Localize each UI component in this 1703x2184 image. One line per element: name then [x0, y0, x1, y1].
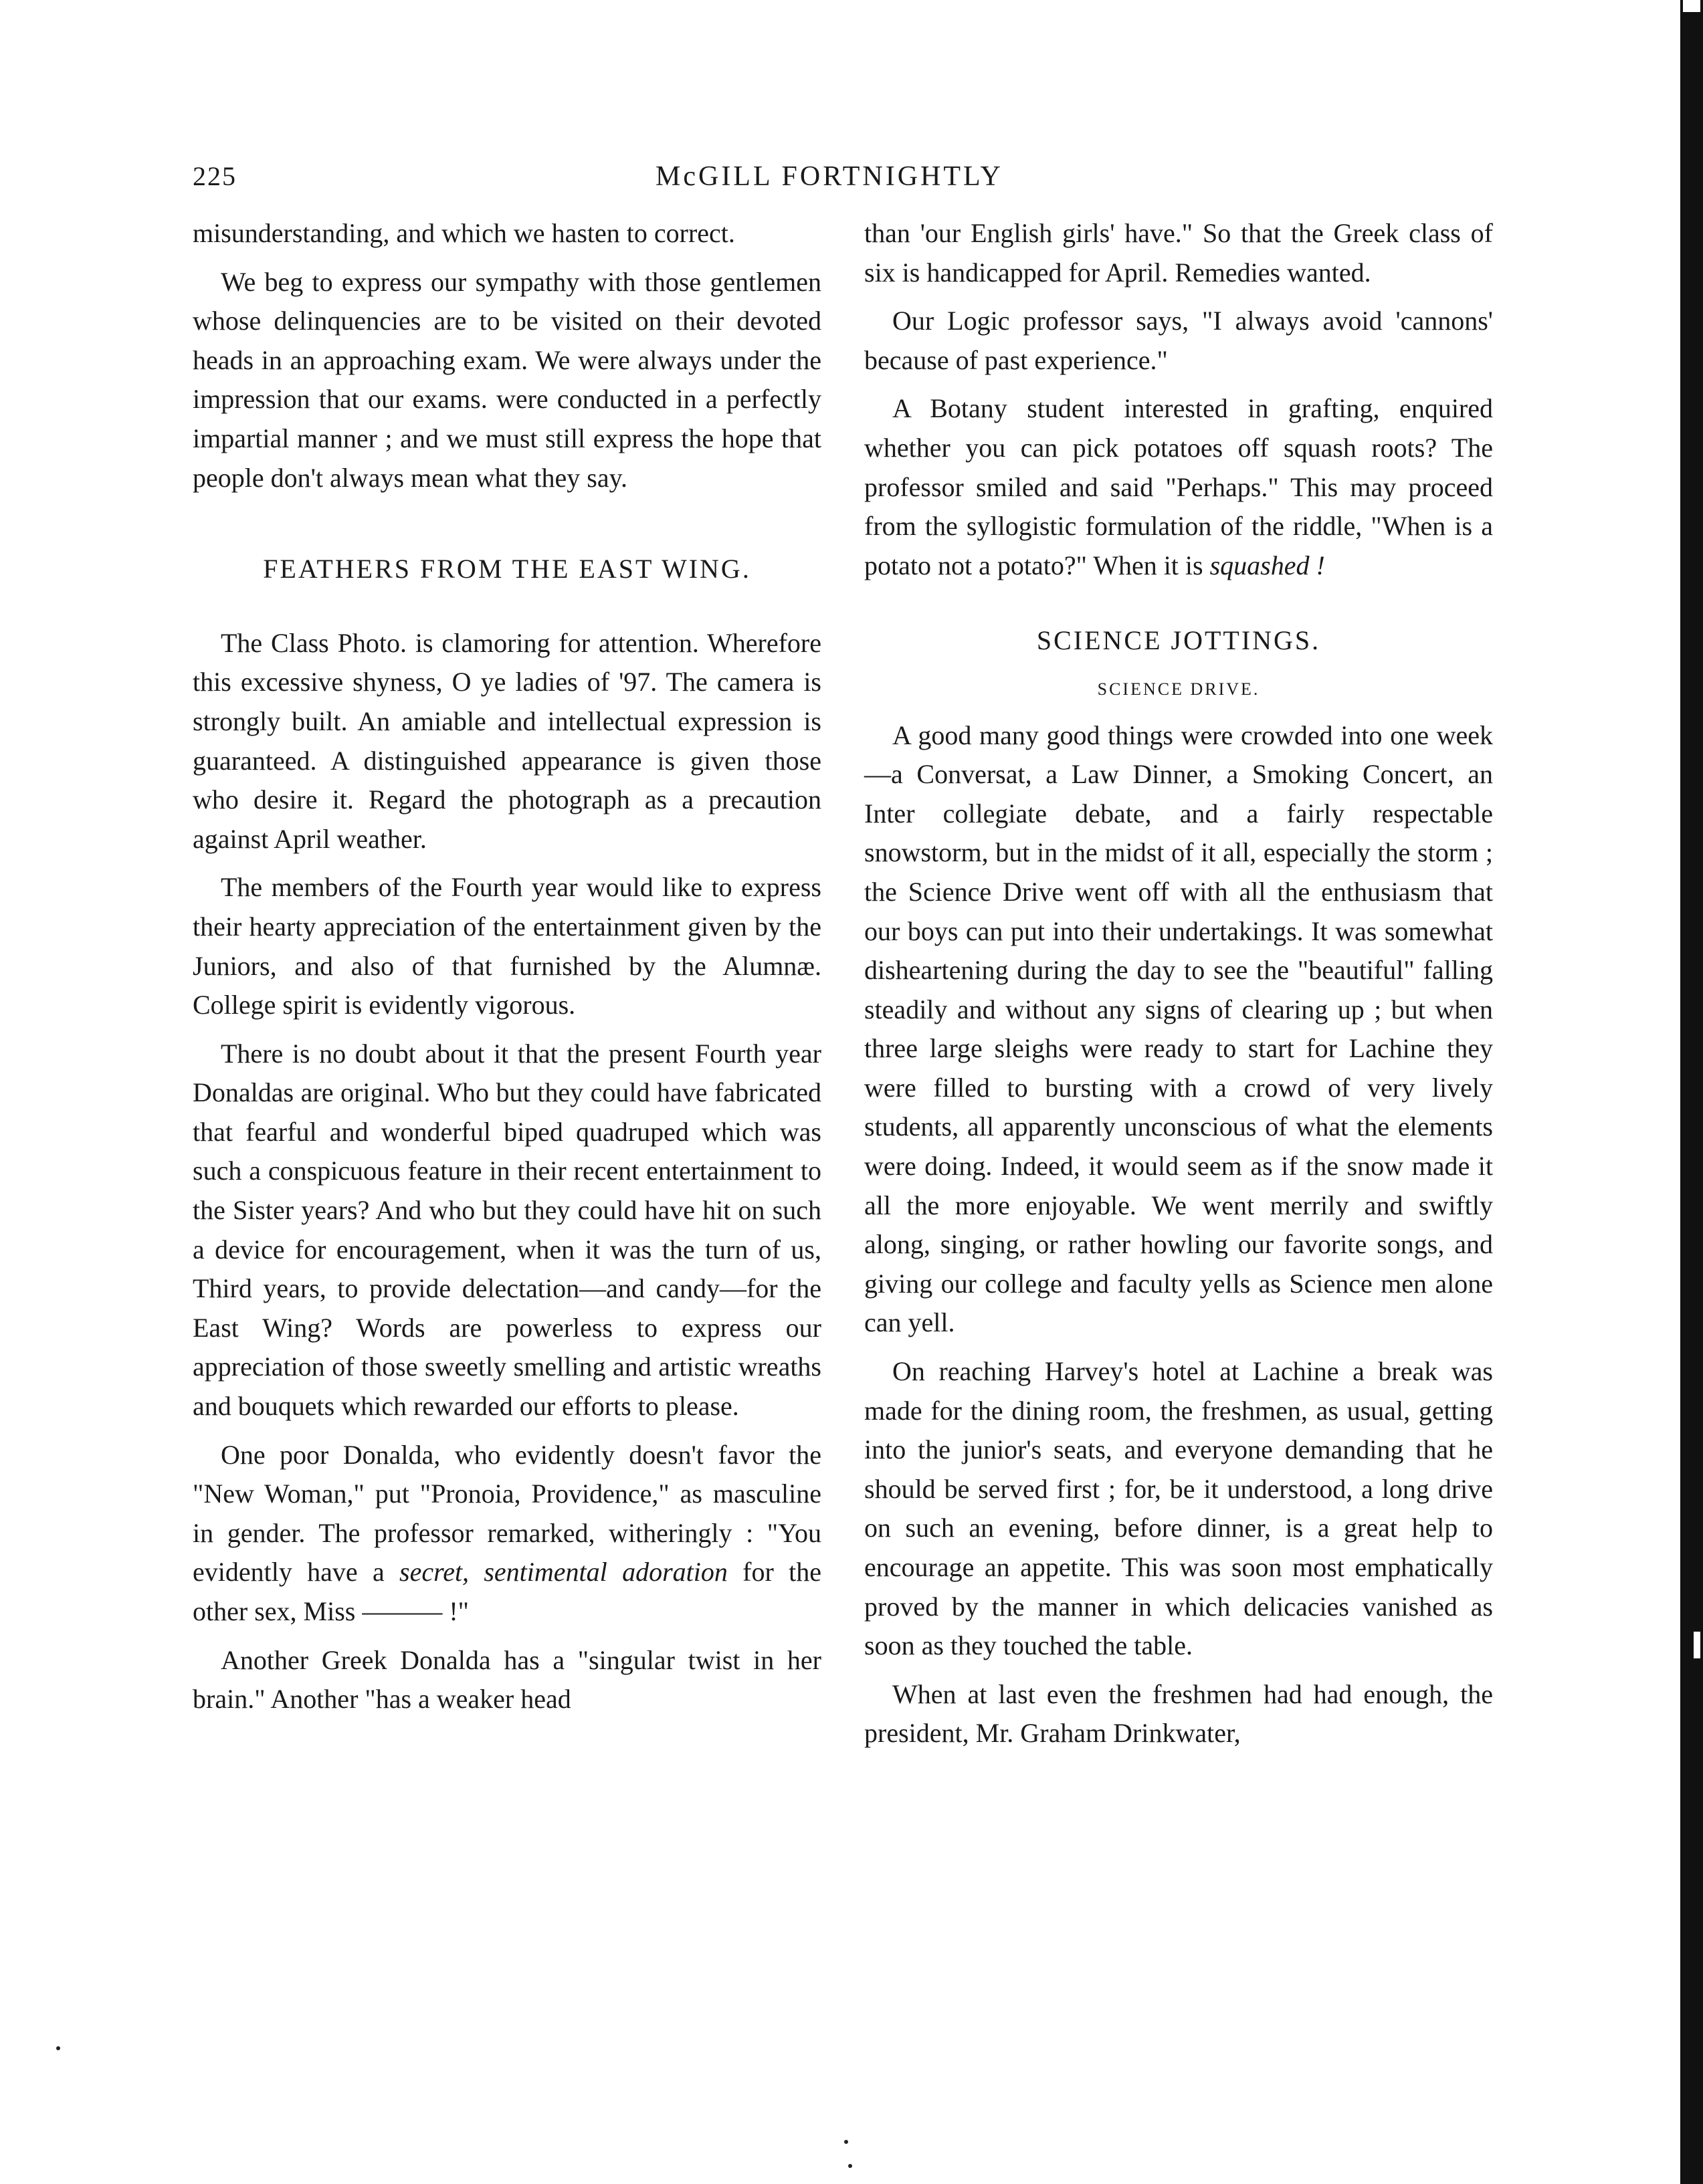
subheading-science-drive: SCIENCE DRIVE.: [1097, 679, 1260, 699]
scan-speck: [56, 2046, 60, 2050]
article-paragraph: We beg to express our sympathy with those gentlemen whose delinquencies are to be visited on their devoted heads in an approaching exam. We were always under the impression that our exams. were conducted in a perfectly impartial manner ; and we must still express the hope that people don't always mean what they say.: [193, 266, 821, 493]
edge-notch: [1694, 1632, 1700, 1658]
paragraph-text: A Botany student interested in grafting, enquired whether you can pick potatoes off squash roots? The professor smiled and said "Perhaps." This may proceed from the syllogistic formulation of the riddle, "When is a potato not a potato?" When it is: [864, 393, 1493, 580]
article-paragraph: Our Logic professor says, "I always avoid 'cannons' because of past experience.": [864, 306, 1493, 375]
edge-notch: [1683, 0, 1700, 12]
journal-title: McGILL FORTNIGHTLY: [656, 161, 1003, 192]
left-column: [193, 214, 821, 1729]
section-heading-east-wing: FEATHERS FROM THE EAST WING.: [263, 554, 751, 584]
scan-speck: [848, 2164, 852, 2168]
article-paragraph: Another Greek Donalda has a "singular twist in her brain." Another "has a weaker head: [193, 1644, 821, 1715]
article-paragraph: A good many good things were crowded into one week—a Conversat, a Law Dinner, a Smoking Concert, an Inter collegiate debate, and a fairly respectable snowstorm, but in the midst of it all, especially the storm ; the Science Drive went off with all the enthusiasm that our boys can put into their undertakings. It was somewhat disheartening during the day to see the "beautiful" falling steadily and without any signs of clearing up ; but when three large sleighs were ready to start for Lachine they were filled to bursting with a crowd of very lively students, all apparently unconscious of what the elements were doing. Indeed, it would seem as if the snow made it all the more enjoyable. We went merrily and swiftly along, singing, or rather howling our favorite songs, and giving our college and faculty yells as Science men alone can yell.: [864, 720, 1493, 1338]
article-paragraph: On reaching Harvey's hotel at Lachine a break was made for the dining room, the freshmen, as usual, getting into the junior's seats, and everyone demanding that he should be served first ; for, be it understood, a long drive on such an evening, before dinner, is a great help to encourage an appetite. This was soon most emphatically proved by the manner in which delicacies vanished as soon as they touched the table.: [864, 1356, 1493, 1661]
italic-phrase: secret, sentimental adoration: [399, 1557, 728, 1588]
paragraph-text: One poor Donalda, who evidently doesn't favor the "New Woman," put "Pronoia, Providence," as masculine in gender. The professor remarked, witheringly : "You evidently have a: [193, 1439, 821, 1588]
right-column: [864, 214, 1493, 1763]
article-paragraph-botany: [864, 389, 1493, 585]
page-edge-shadow: [1680, 0, 1703, 2184]
article-paragraph: than 'our English girls' have." So that the Greek class of six is handicapped for April. Remedies wanted.: [864, 218, 1493, 288]
article-paragraph: The Class Photo. is clamoring for attention. Wherefore this excessive shyness, O ye ladies of '97. The camera is strongly built. An amiable and intellectual expression is guaranteed. A distinguished appearance is given those who desire it. Regard the photograph as a precaution against April weather.: [193, 627, 821, 854]
running-head: [0, 160, 1703, 201]
article-paragraph-donalda: [193, 1436, 821, 1632]
article-paragraph: misunderstanding, and which we hasten to correct.: [193, 218, 735, 248]
article-paragraph: The members of the Fourth year would like to express their hearty appreciation of the entertainment given by the Juniors, and also of that furnished by the Alumnæ. College spirit is evidently vigorous.: [193, 872, 821, 1020]
paragraph-text: for the other sex, Miss ——— !": [193, 1557, 821, 1626]
page-number: 225: [193, 161, 237, 191]
scan-speck: [844, 2140, 848, 2144]
article-paragraph: When at last even the freshmen had had enough, the president, Mr. Graham Drinkwater,: [864, 1678, 1493, 1749]
article-paragraph: There is no doubt about it that the present Fourth year Donaldas are original. Who but they could have fabricated that fearful and wonderful biped quadruped which was such a conspicuous feature in their recent entertainment to the Sister years? And who but they could have hit on such a device for encouragement, when it was the turn of us, Third years, to provide delectation—and candy—for the East Wing? Words are powerless to express our appreciation of those sweetly smelling and artistic wreaths and bouquets which rewarded our efforts to please.: [193, 1038, 821, 1422]
italic-phrase: squashed !: [1209, 550, 1325, 580]
section-heading-science-jottings: SCIENCE JOTTINGS.: [1036, 625, 1321, 656]
